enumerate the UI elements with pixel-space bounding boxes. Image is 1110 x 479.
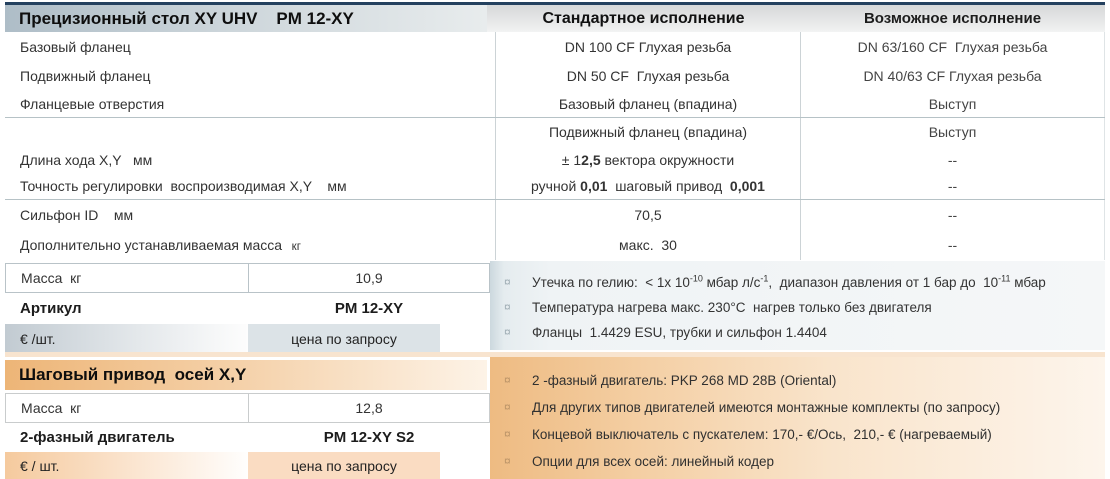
column-headers <box>487 5 1105 32</box>
stepper-section-title: Шаговый привод осей X,Y <box>5 360 487 390</box>
stepper-notes-box <box>490 357 1105 479</box>
mass-label: Масса кг <box>6 264 249 292</box>
spec-value-possible: -- <box>800 173 1105 199</box>
motor-label: 2-фазный двигатель <box>20 429 175 446</box>
note-text: Фланцы 1.4429 ESU, трубки и сильфон 1.4404 <box>532 325 827 340</box>
spec-row-bellows <box>5 200 1105 230</box>
spec-row-base-flange <box>5 32 1105 61</box>
stepper-price-row <box>5 452 490 479</box>
spec-label: Точность регулировки воспроизводимая X,Y мм <box>20 178 347 194</box>
spec-row-stroke <box>5 146 1105 173</box>
spec-label: Сильфон ID мм <box>20 207 134 223</box>
spec-value-standard: DN 50 CF Глухая резьба <box>495 61 800 90</box>
spec-table <box>5 32 1105 260</box>
spec-value-possible: DN 63/160 CF Глухая резьба <box>800 32 1105 61</box>
spec-value-standard: 70,5 <box>495 200 800 230</box>
motor-value: PM 12-XY S2 <box>323 429 415 446</box>
stepper-price-value: цена по запросу <box>248 452 440 479</box>
spec-label: Длина хода X,Y мм <box>20 151 153 168</box>
spec-value-standard: ± 1 2,5 вектора окружности <box>495 146 800 173</box>
note-text: Утечка по гелию: < 1x $10^{-10}$ мбар $л/с^{-1}$, диапазон давления от 1 бар до $10^{-11}$ мбар <box>532 273 1046 290</box>
mass-value: 10,9 <box>355 270 383 286</box>
note-item <box>504 394 1097 421</box>
spec-value-possible: -- <box>800 200 1105 230</box>
note-item <box>504 270 1097 295</box>
note-item <box>504 421 1097 448</box>
mass-row <box>5 263 490 293</box>
spec-value-possible: -- <box>800 146 1105 173</box>
bullet-icon: ¤ <box>504 427 511 441</box>
bullet-icon: ¤ <box>504 325 511 339</box>
motor-row <box>5 426 490 450</box>
note-text: 2 -фазный двигатель: PKP 268 MD 28B (Oriental) <box>532 373 837 388</box>
spec-value-standard: макс. 30 <box>495 230 800 260</box>
price-label: € /шт. <box>5 324 248 354</box>
note-text: Опции для всех осей: линейный кодер <box>532 454 775 469</box>
spec-value-standard: ручной 0,01 шаговый привод 0,001 <box>495 173 800 199</box>
page-title: Прецизионный стол XY UHV PM 12-XY <box>5 5 487 32</box>
note-text: Температура нагрева макс. 230°C нагрев только без двигателя <box>532 300 932 315</box>
spec-value-possible: Выступ <box>800 90 1105 117</box>
bullet-icon: ¤ <box>504 275 511 289</box>
spec-value-possible: -- <box>800 230 1105 260</box>
spec-value-standard: DN 100 CF Глухая резьба <box>495 32 800 61</box>
article-row <box>5 297 490 321</box>
article-value: PM 12-XY <box>334 300 404 317</box>
spec-value-possible: DN 40/63 CF Глухая резьба <box>800 61 1105 90</box>
bullet-icon: ¤ <box>504 400 511 414</box>
standard-notes-box <box>490 261 1105 350</box>
price-row <box>5 324 490 354</box>
spec-value-standard: Базовый фланец (впадина) <box>495 90 800 117</box>
note-item <box>504 295 1097 320</box>
note-item <box>504 367 1097 394</box>
spec-row-moving-flange-recess <box>5 118 1105 146</box>
note-item <box>504 448 1097 475</box>
article-label: Артикул <box>20 300 82 317</box>
spec-label: Базовый фланец <box>20 38 131 55</box>
stepper-mass-row <box>5 393 490 423</box>
spec-value-standard: Подвижный фланец (впадина) <box>495 118 800 146</box>
spec-label: Подвижный фланец <box>20 67 151 84</box>
spec-row-moving-flange <box>5 61 1105 90</box>
stepper-mass-value: 12,8 <box>355 400 383 416</box>
bullet-icon: ¤ <box>504 454 511 468</box>
spec-row-flange-holes <box>5 90 1105 118</box>
spec-row-added-mass <box>5 230 1105 260</box>
note-text: Концевой выключатель с пускателем: 170,- €/Ось, 210,- € (нагреваемый) <box>532 427 992 442</box>
note-text: Для других типов двигателей имеются монтажные комплекты (по запросу) <box>532 400 1001 415</box>
spec-value-possible: Выступ <box>800 118 1105 146</box>
stepper-mass-label: Масса кг <box>6 394 249 422</box>
price-value: цена по запросу <box>248 324 440 354</box>
spec-row-accuracy <box>5 173 1105 200</box>
spec-label: Фланцевые отверстия <box>20 95 165 112</box>
stepper-price-label: € / шт. <box>5 452 248 479</box>
bullet-icon: ¤ <box>504 373 511 387</box>
spec-label: Дополнительно устанавливаемая масса кг <box>20 237 301 253</box>
column-header-possible: Возможное исполнение <box>863 10 1042 27</box>
note-item <box>504 320 1097 345</box>
bullet-icon: ¤ <box>504 300 511 314</box>
column-header-standard: Стандартное исполнение <box>542 10 745 27</box>
